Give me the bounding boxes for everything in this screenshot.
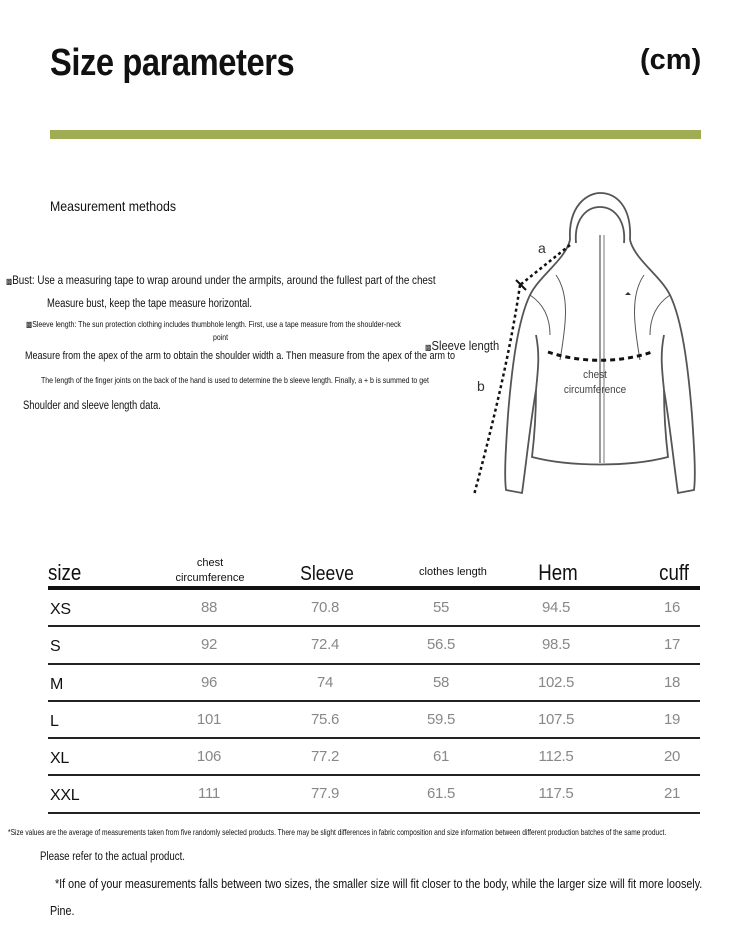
cell-sleeve: 77.2 [311,748,339,766]
checkbox-icon: ▩ [425,343,432,352]
table-header [48,554,700,590]
unit-label: (cm) [640,44,702,76]
sleeve-instruction-2: Measure from the apex of the arm to obtain the shoulder width a. Then measure from the apex of the arm to [25,350,456,362]
table-row [48,590,700,627]
cell-sleeve: 70.8 [311,599,339,616]
sleeve-instruction-4: Shoulder and sleeve length data. [23,400,161,412]
header-clothes-length: clothes length [419,566,487,578]
cell-chest: 106 [196,748,222,766]
cell-size: XS [50,601,71,618]
footnote-refer: Please refer to the actual product. [40,851,185,863]
cell-sleeve: 77.9 [311,785,339,803]
cell-chest: 88 [200,599,218,616]
table-row [48,702,700,739]
chest-circumference-label [564,368,627,398]
cell-length: 56.5 [427,636,455,654]
cell-hem: 107.5 [537,710,575,728]
cell-hem: 112.5 [538,748,574,766]
cell-hem: 102.5 [537,673,575,691]
header-hem: Hem [538,560,578,585]
cell-size: L [50,712,59,730]
header-cuff: cuff [659,560,689,585]
checkbox-icon: ▩ [26,320,33,329]
cell-sleeve: 72.4 [311,636,339,654]
sleeve-instruction-1b: point [213,332,229,342]
chest-label-line2: circumference [563,384,627,396]
sleeve-instruction-3: The length of the finger joints on the back of the hand is used to determine the b sleeve length. Finally, a + b is summed to get [41,375,429,385]
table-row [48,739,700,776]
cell-cuff: 19 [663,710,681,728]
label-b: b [477,378,485,394]
cell-size: XL [50,750,69,768]
cell-chest: 101 [196,710,222,728]
cell-size: M [50,675,64,693]
cell-cuff: 16 [663,599,681,616]
size-table [48,554,700,814]
page-title: Size parameters [50,42,295,84]
label-a: a [538,240,546,256]
header-chest-line2: circumference [175,572,245,584]
cell-length: 59.5 [427,710,455,728]
cell-hem: 94.5 [542,599,570,616]
header-size: size [48,560,82,585]
cell-size: XXL [50,787,80,805]
cell-cuff: 20 [663,748,681,766]
cell-sleeve: 75.6 [311,710,339,728]
cell-sleeve: 74 [316,673,334,691]
cell-length: 61 [432,748,450,766]
footnote-average: *Size values are the average of measurements taken from five randomly selected products. There may be slight differences in fabric composition and size information between different production batches of the same product. [8,827,667,837]
header-chest [168,556,252,586]
chest-label-line1: chest [583,369,607,381]
header-sleeve: Sleeve [300,563,354,585]
table-row [48,665,700,702]
table-row [48,776,700,813]
cell-cuff: 21 [663,785,681,803]
sleeve-length-label: ▩Sleeve length [425,338,500,353]
sleeve-instruction-1: ▩Sleeve length: The sun protection clothing includes thumbhole length. First, use a tape measure from the shoulder-neck [26,319,401,329]
cell-chest: 96 [200,673,218,691]
table-row [48,627,700,664]
bust-instruction-1: ▩Bust: Use a measuring tape to wrap around under the armpits, around the fullest part of the chest [6,273,436,287]
header-chest-line1: chest [196,557,224,569]
cell-length: 58 [432,673,450,691]
cell-cuff: 18 [663,673,681,691]
accent-divider [50,130,701,139]
cell-chest: 111 [198,785,220,803]
footnote-pine: Pine. [50,904,75,918]
table-body [48,590,700,814]
cell-cuff: 17 [663,636,681,654]
cell-chest: 92 [200,636,218,654]
cell-hem: 98.5 [542,636,570,654]
cell-length: 61.5 [427,785,455,803]
footnote-fit: *If one of your measurements falls between two sizes, the smaller size will fit closer to the body, while the larger size will fit more loosely. [55,877,703,891]
cell-length: 55 [432,599,450,616]
cell-size: S [50,638,61,656]
checkbox-icon: ▩ [6,277,13,286]
jacket-outline-icon [470,185,705,505]
cell-hem: 117.5 [538,785,574,803]
bust-instruction-2: Measure bust, keep the tape measure horizontal. [47,298,252,310]
methods-title: Measurement methods [50,198,177,214]
